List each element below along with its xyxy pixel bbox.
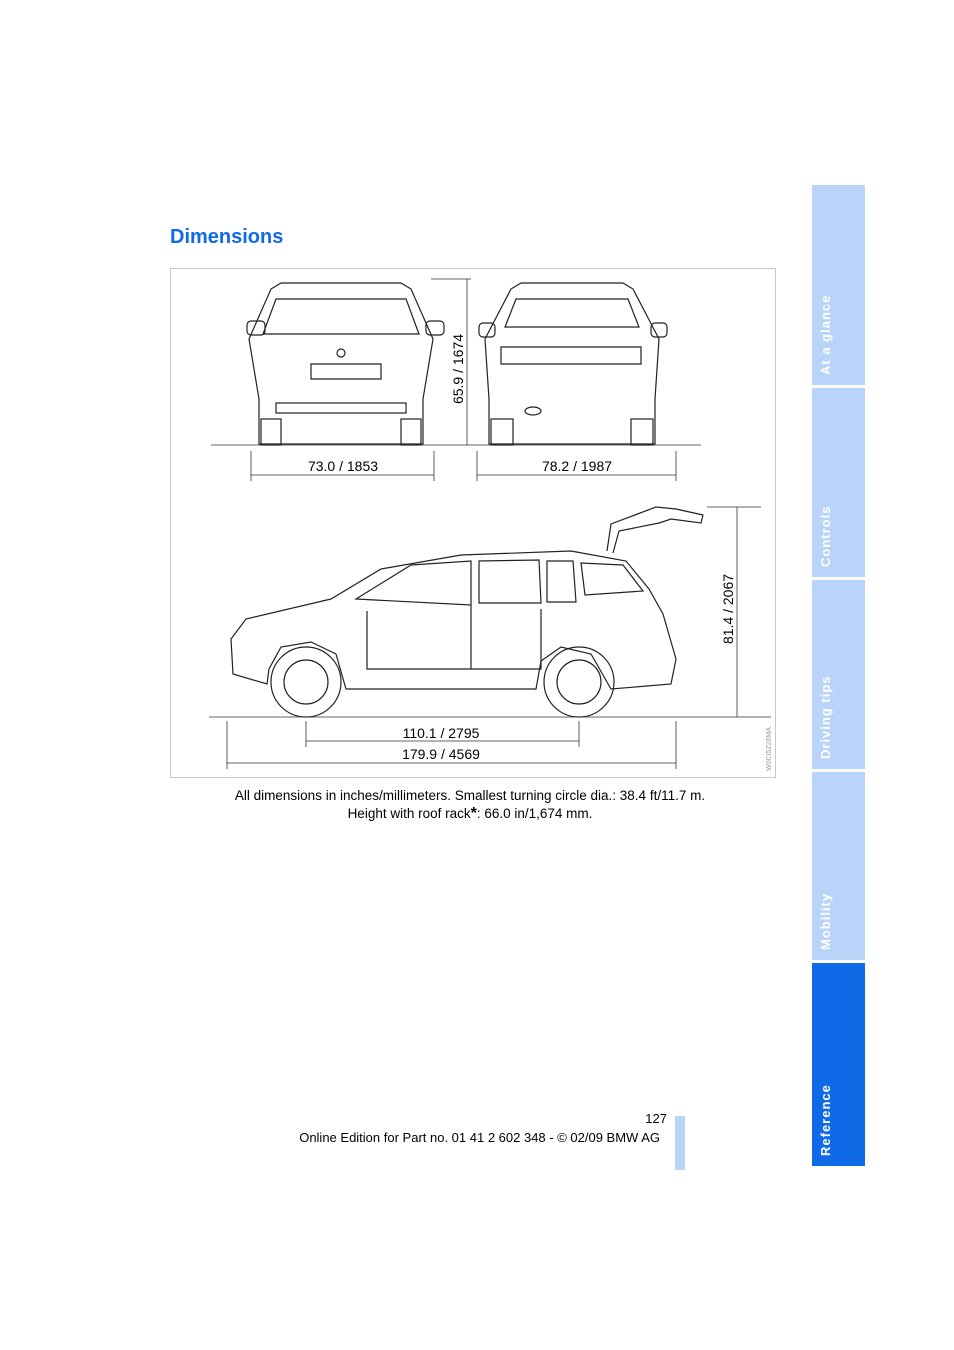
- dim-wheelbase: 110.1 / 2795: [402, 725, 480, 741]
- tab-label: Controls: [818, 505, 833, 567]
- caption-line-2: [170, 805, 770, 823]
- dim-front-width: 73.0 / 1853: [307, 458, 379, 474]
- tab-label: Driving tips: [818, 675, 833, 759]
- dim-length: 179.9 / 4569: [402, 746, 480, 762]
- figure-code: W0CI5Z26MA: [766, 727, 773, 771]
- asterisk-marker: *: [470, 805, 477, 822]
- tab-controls[interactable]: [812, 388, 865, 577]
- side-view-drawing: [231, 507, 703, 717]
- tab-reference[interactable]: [812, 963, 865, 1166]
- page-number: 127: [645, 1111, 667, 1126]
- caption-line-2-value: : 66.0 in/1,674 mm.: [476, 806, 593, 821]
- tab-label: Mobility: [818, 892, 833, 950]
- dimension-lines: [209, 279, 771, 769]
- dim-rear-width: 78.2 / 1987: [541, 458, 613, 474]
- caption-line-1: All dimensions in inches/millimeters. Smallest turning circle dia.: 38.4 ft/11.7 m.: [234, 788, 706, 803]
- tab-at-a-glance[interactable]: [812, 185, 865, 385]
- front-view-drawing: [247, 283, 444, 445]
- vehicle-drawing: [171, 269, 777, 779]
- rear-view-drawing: [479, 283, 667, 445]
- page-title: Dimensions: [170, 226, 284, 248]
- dimensions-figure: [170, 268, 776, 778]
- caption-line-2-text: Height with roof rack: [347, 806, 471, 821]
- section-tabs: [812, 185, 865, 1166]
- tab-driving-tips[interactable]: [812, 580, 865, 769]
- footer-text: Online Edition for Part no. 01 41 2 602 348 - © 02/09 BMW AG: [299, 1130, 660, 1145]
- dim-height: 65.9 / 1674: [450, 333, 466, 405]
- footer-accent-bar: [675, 1116, 685, 1170]
- tab-label: Reference: [818, 1084, 833, 1156]
- tab-label: At a glance: [818, 294, 833, 375]
- dim-height-open: 81.4 / 2067: [720, 573, 736, 645]
- tab-mobility[interactable]: [812, 772, 865, 960]
